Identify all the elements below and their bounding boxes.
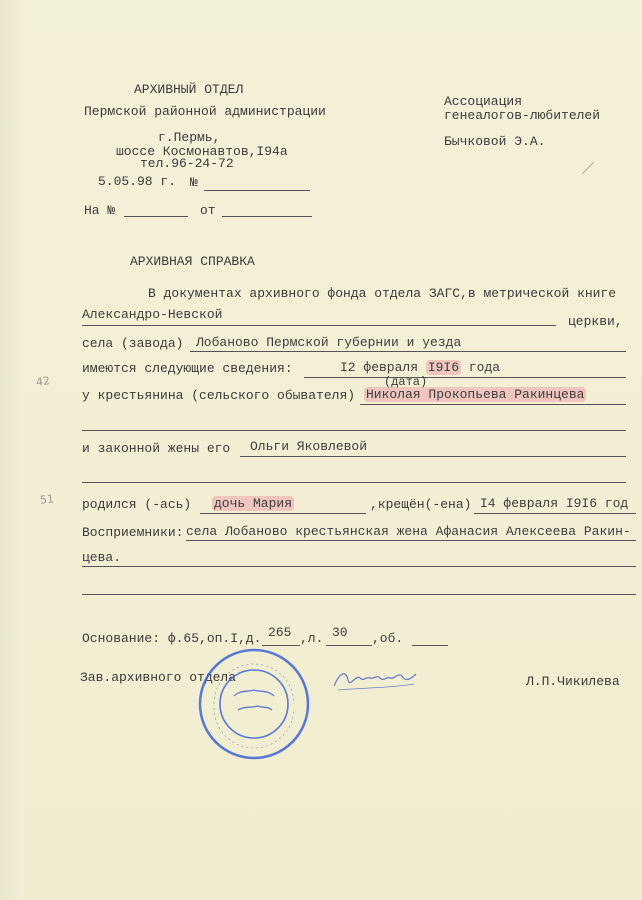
handwritten-signature [330, 662, 420, 698]
intro-text: В документах архивного фонда отдела ЗАГС,в метрической книге [148, 286, 617, 301]
village-label: села (завода) [82, 336, 184, 351]
basis-ob-line [412, 645, 448, 646]
ref-number-label: На № [84, 203, 116, 218]
signature-name: Л.П.Чикилева [526, 674, 620, 689]
village-value: Лобаново Пермской губернии и уезда [196, 335, 462, 350]
administration-name: Пермской районной администрации [84, 104, 326, 119]
baptized-line [474, 513, 636, 514]
wife-line [240, 456, 626, 457]
born-value: дочь Мария [214, 496, 293, 511]
godparents-value-1: села Лобаново крестьянская жена Афанасия Алексеева Ракин- [186, 524, 631, 539]
signature-position: Зав.архивного отдела [80, 670, 237, 685]
wife-value: Ольги Яковлевой [250, 439, 368, 454]
wife-label: и законной жены его [82, 441, 231, 456]
peasant-line [360, 404, 626, 405]
basis-list-line [326, 645, 372, 646]
basis-label: Основание: ф.65,оп.I,д. [82, 631, 262, 646]
recipient-name: Бычковой Э.А. [444, 134, 546, 149]
church-label: церкви, [568, 314, 623, 329]
info-label: имеются следующие сведения: [82, 361, 293, 376]
godparents-line-1 [186, 540, 636, 541]
godparents-value-2: цева. [82, 550, 122, 565]
page-edge [0, 0, 24, 900]
ref-date-line [222, 216, 312, 217]
born-label: родился (-ась) [82, 497, 192, 512]
basis-list-label: ,л. [300, 631, 324, 646]
godparents-line-2 [82, 566, 636, 567]
event-date: I2 февраля I9I6 года [340, 360, 501, 375]
city: г.Пермь, [158, 130, 221, 145]
born-line [200, 513, 366, 514]
blank-line-3 [82, 594, 636, 595]
event-year: I9I6 [427, 360, 460, 375]
godparents-label: Восприемники: [82, 525, 184, 540]
archive-dept-title: АРХИВНЫЙ ОТДЕЛ [134, 82, 244, 97]
recipient-line2: генеалогов-любителей [444, 108, 601, 123]
number-line [204, 190, 310, 191]
blank-line-1 [82, 430, 626, 431]
baptized-value: I4 февраля I9I6 год [480, 496, 629, 511]
basis-ob-label: ,об. [372, 631, 404, 646]
recipient-line1: Ассоциация [444, 94, 523, 109]
church-line [82, 325, 556, 326]
margin-note-2: 51 [39, 492, 55, 507]
number-label: № [190, 175, 198, 190]
address: шоссе Космонавтов,I94а [116, 144, 288, 159]
blank-line-2 [82, 482, 626, 483]
baptized-label: ,крещён(-ена) [370, 497, 472, 512]
peasant-label: у крестьянина (сельского обывателя) [82, 388, 356, 403]
basis-list: 30 [332, 625, 348, 640]
document-title: АРХИВНАЯ СПРАВКА [130, 254, 255, 269]
event-date-line [304, 377, 626, 378]
date-caption: (дата) [384, 375, 428, 389]
official-stamp [196, 646, 312, 762]
phone: тел.96-24-72 [140, 156, 234, 171]
document-date: 5.05.98 г. [98, 174, 177, 189]
basis-delo: 265 [268, 625, 292, 640]
pencil-mark [580, 160, 596, 176]
village-line [190, 351, 626, 352]
church-name: Александро-Невской [82, 307, 223, 322]
peasant-value: Николая Прокопьева Ракинцева [366, 387, 585, 402]
ref-number-line [124, 216, 188, 217]
ref-date-label: от [200, 203, 216, 218]
margin-note-1: 42 [35, 374, 51, 389]
